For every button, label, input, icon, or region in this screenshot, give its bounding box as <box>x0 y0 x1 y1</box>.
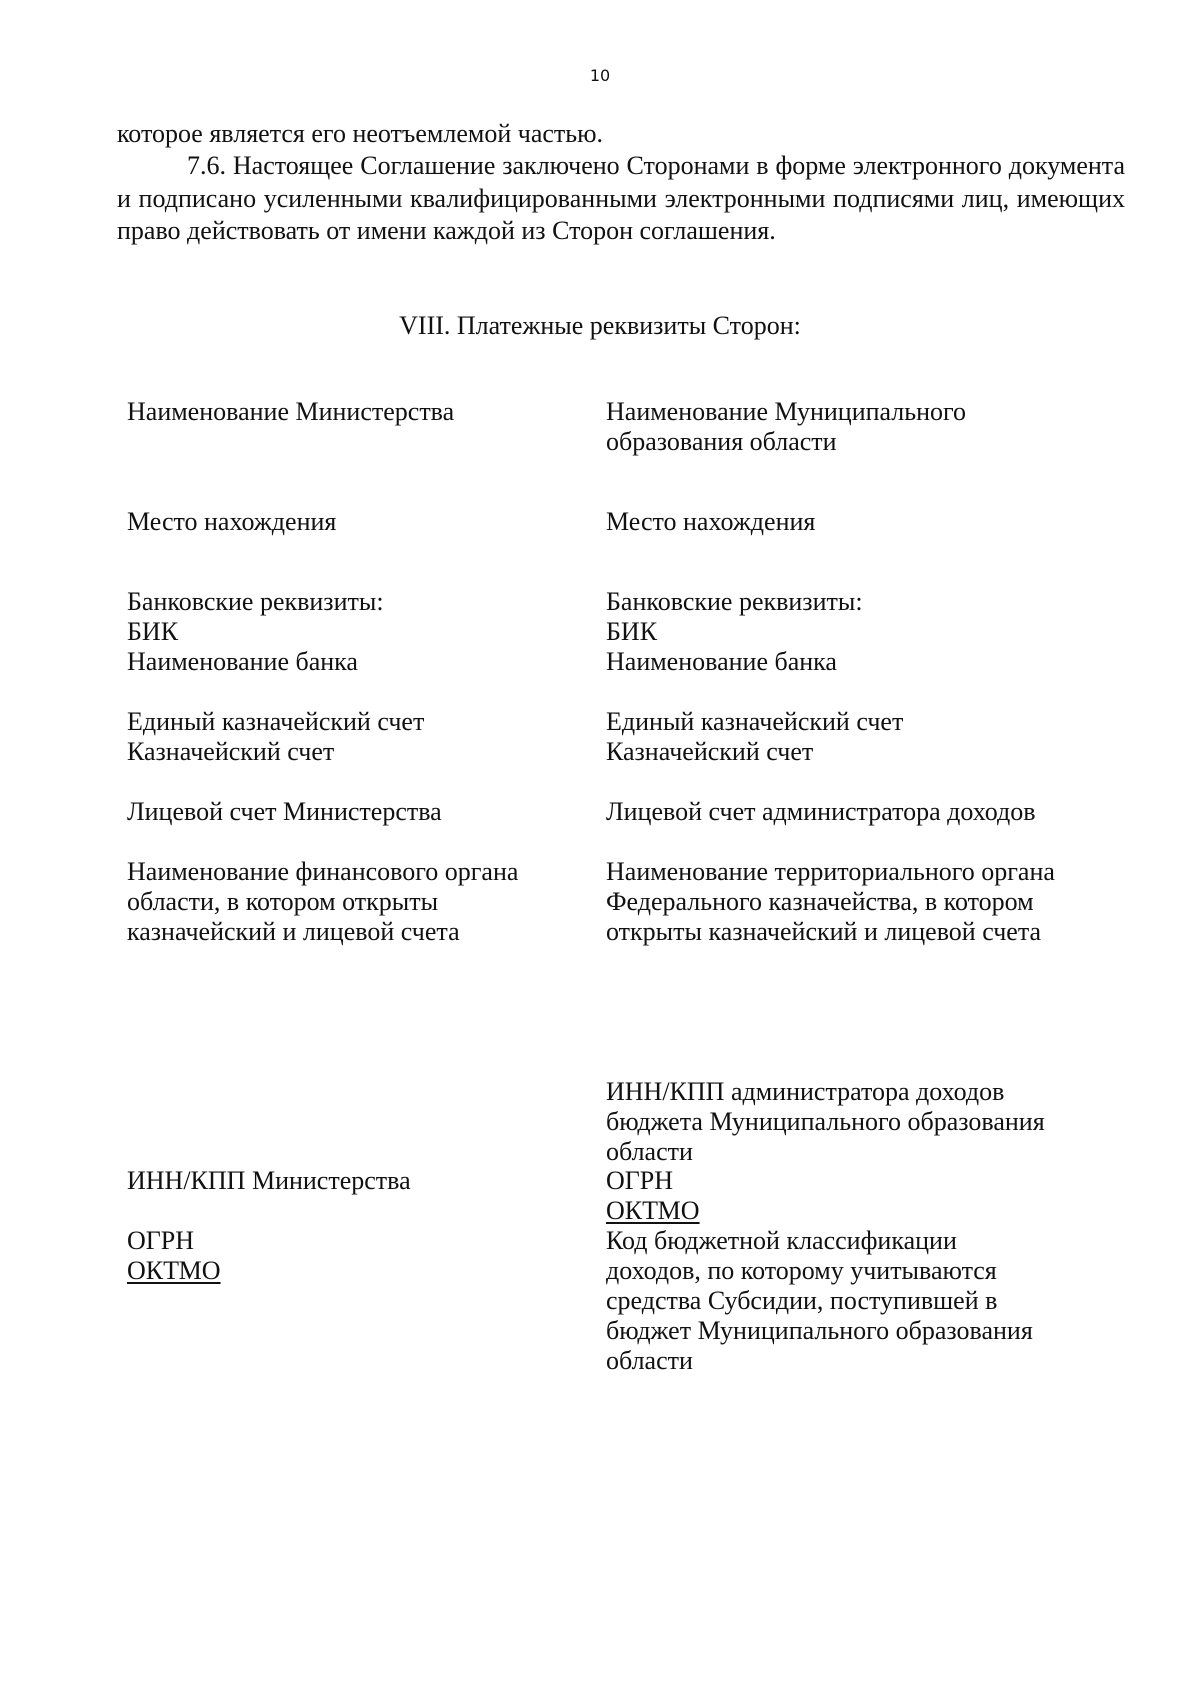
paragraph-continuation: которое является его неотъемлемой частью. <box>117 119 604 148</box>
right-treasury-account: Казначейский счет <box>606 737 814 766</box>
left-finance-body-line-3: казначейский и лицевой счета <box>127 917 460 946</box>
left-oktmo: ОКТМО <box>127 1256 221 1285</box>
right-ogrn: ОГРН <box>606 1166 674 1195</box>
left-bik: БИК <box>127 617 179 646</box>
right-personal-account: Лицевой счет администратора доходов <box>606 797 1036 826</box>
right-location: Место нахождения <box>606 507 816 536</box>
right-budget-code-line-2: доходов, по которому учитываются <box>606 1256 997 1285</box>
left-location: Место нахождения <box>127 507 337 536</box>
right-inn-kpp-line-2: бюджета Муниципального образования <box>606 1107 1045 1136</box>
right-single-treasury-account: Единый казначейский счет <box>606 707 904 736</box>
left-name: Наименование Министерства <box>127 397 455 426</box>
left-single-treasury-account: Единый казначейский счет <box>127 707 425 736</box>
right-name-line-2: образования области <box>606 427 837 456</box>
right-treasury-body-line-2: Федерального казначейства, в котором <box>606 887 1034 916</box>
right-bank-name: Наименование банка <box>606 647 837 676</box>
right-bik: БИК <box>606 617 658 646</box>
left-finance-body-line-1: Наименование финансового органа <box>127 857 519 886</box>
right-budget-code-line-4: бюджет Муниципального образования <box>606 1316 1033 1345</box>
right-inn-kpp-line-3: области <box>606 1137 693 1166</box>
left-inn-kpp: ИНН/КПП Министерства <box>127 1166 411 1195</box>
left-finance-body-line-2: области, в котором открыты <box>127 887 439 916</box>
right-bank-details-label: Банковские реквизиты: <box>606 587 863 616</box>
section-title: VIII. Платежные реквизиты Сторон: <box>399 311 801 340</box>
left-ogrn: ОГРН <box>127 1226 195 1255</box>
right-budget-code-line-1: Код бюджетной классификации <box>606 1226 957 1255</box>
right-treasury-body-line-3: открыты казначейский и лицевой счета <box>606 917 1042 946</box>
page-number: 10 <box>589 66 611 85</box>
left-treasury-account: Казначейский счет <box>127 737 335 766</box>
right-budget-code-line-5: области <box>606 1346 693 1375</box>
right-budget-code-line-3: средства Субсидии, поступившей в <box>606 1286 998 1315</box>
right-treasury-body-line-1: Наименование территориального органа <box>606 857 1055 886</box>
clause-7-6: 7.6. Настоящее Соглашение заключено Сторонами в форме электронного документа и подписано усиленными квалифицированными электронными подписями лиц, имеющих право действовать от имени каждой из Сторон соглашения. <box>117 151 1125 245</box>
left-bank-name: Наименование банка <box>127 647 358 676</box>
left-personal-account: Лицевой счет Министерства <box>127 797 442 826</box>
right-oktmo: ОКТМО <box>606 1196 700 1225</box>
right-inn-kpp-line-1: ИНН/КПП администратора доходов <box>606 1077 1005 1106</box>
right-name-line-1: Наименование Муниципального <box>606 397 967 426</box>
left-bank-details-label: Банковские реквизиты: <box>127 587 384 616</box>
